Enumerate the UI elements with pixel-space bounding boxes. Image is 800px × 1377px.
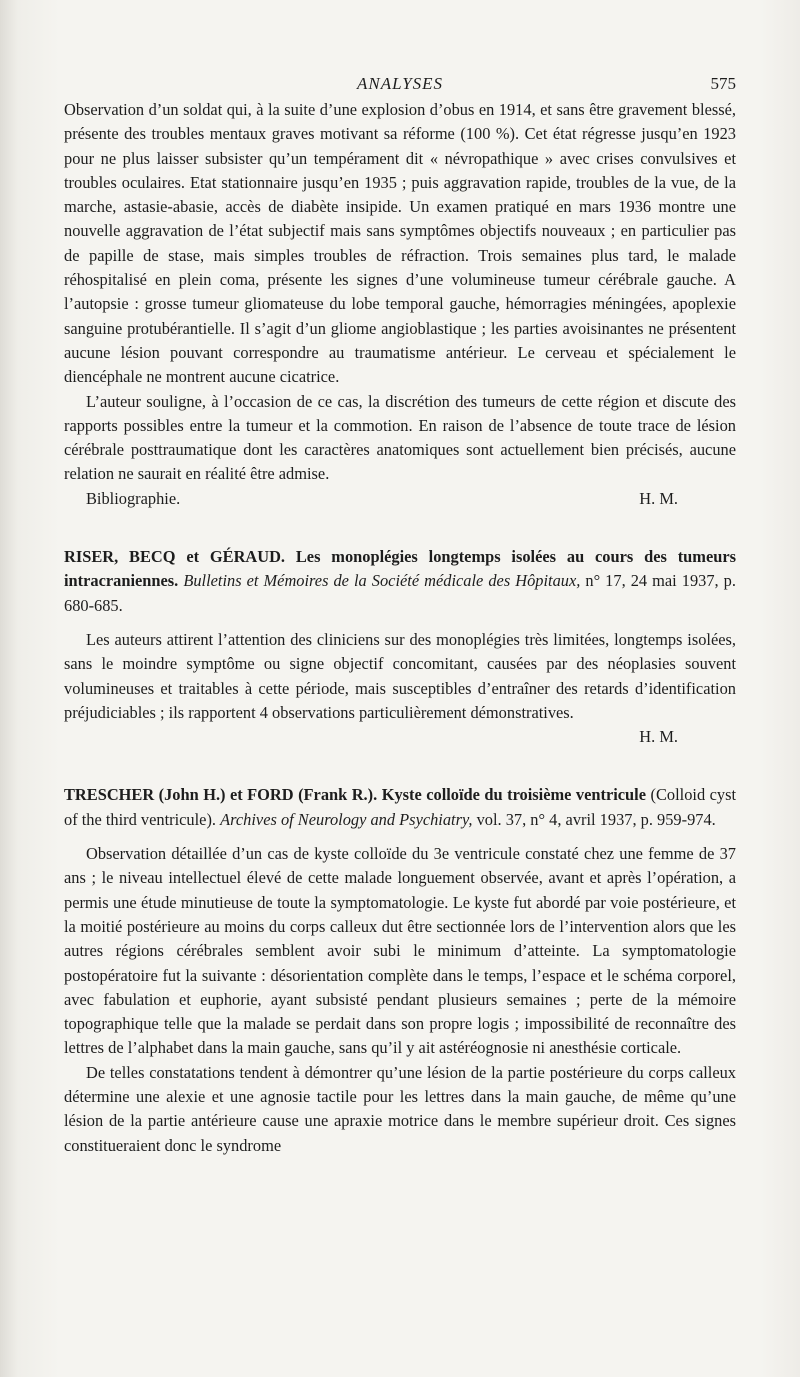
abstract2-body: [64, 628, 736, 725]
abstract1-paragraph-2: L’auteur souligne, à l’occasion de ce cas, la discrétion des tumeurs de cette région et discute des rapports possibles entre la tumeur et la commotion. En raison de l’absence de toute trace de lésion cérébrale posttraumatique dont les caractères anatomiques sont actuellement bien précisés, aucune relation ne saurait en réalité être admise.: [64, 391, 736, 484]
abstract2-reference: [64, 545, 736, 618]
abstract3-reference: [64, 783, 736, 832]
abstract3-paragraph-1: Observation détaillée d’un cas de kyste colloïde du 3e ventricule constaté chez une femme de 37 ans ; le niveau intellectuel élevé de cette malade longuement observée, avant et après l’opération, a permis une étude minutieuse de toute la symptomatologie. Le kyste fut abordé par voie postérieure, et la moitié postérieure au moins du corps calleux dut être sectionnée lors de l’intervention alors que les autres régions cérébrales semblent avoir subi le minimum d’atteinte. La symptomatologie postopératoire fut la suivante : désorientation complète dans le temps, l’espace et le schéma corporel, avec fabulation et euphorie, ayant subsisté pendant plusieurs semaines ; perte de la mémoire topographique telle que la malade se perdait dans son propre logis ; impossibilité de reconnaître des lettres de l’alphabet dans la main gauche, sans qu’il y ait astéréognosie ni anesthésie corticale.: [64, 844, 736, 1058]
abstract3-details: vol. 37, n° 4, avril 1937, p. 959-974.: [476, 809, 716, 829]
abstract2-signature: H. M.: [639, 727, 678, 747]
abstract2-signature-line: [64, 725, 736, 749]
bibliography-label: Bibliographie.: [86, 488, 181, 508]
abstract1-signature-line: [64, 487, 736, 511]
abstract3-paragraph-2: De telles constatations tendent à démontrer qu’une lésion de la partie postérieure du corps calleux détermine une alexie et une agnosie tactile pour les lettres dans la main gauche, de même qu’une lésion de la partie antérieure cause une apraxie motrice dans le membre supérieur droit. Ces signes constitueraient donc le syndrome: [64, 1062, 736, 1155]
page-body: [64, 98, 736, 1158]
separator: [64, 749, 736, 783]
abstract2-title: Les monoplégies longtemps isolées au cours des tumeurs intracraniennes.: [64, 547, 736, 591]
running-title: ANALYSES: [356, 74, 444, 93]
page-number: 575: [710, 74, 736, 93]
separator: [64, 511, 736, 545]
abstract2-details: n° 17, 24 mai 1937, p. 680-685.: [64, 571, 736, 615]
abstract2-journal: Bulletins et Mémoires de la Société médicale des Hôpitaux,: [183, 571, 581, 591]
abstract3-title: Kyste colloïde du troisième ventricule: [381, 785, 647, 805]
abstract3-subtitle: (Colloid cyst of the third ventricule).: [64, 785, 737, 829]
abstract2-authors: RISER, BECQ et GÉRAUD.: [64, 547, 286, 567]
abstract2-body-text: Les auteurs attirent l’attention des cliniciens sur des monoplégies très limitées, longtemps isolées, sans le moindre symptôme ou signe objectif concomitant, causées par des néoplasies souvent volumineuses et traitables à cette période, mais susceptibles d’entraîner des retards d’identification préjudiciables ; ils rapportent 4 observations particulièrement démonstratives.: [64, 629, 736, 722]
abstract3-journal: Archives of Neurology and Psychiatry,: [220, 809, 473, 829]
abstract3-authors: TRESCHER (John H.) et FORD (Frank R.).: [64, 785, 378, 805]
page-header: [64, 70, 736, 98]
abstract1-paragraph-1: Observation d’un soldat qui, à la suite d’une explosion d’obus en 1914, et sans être gravement blessé, présente des troubles mentaux graves motivant sa réforme (100 %). Cet état régresse jusqu’en 1923 pour ne plus laisser subsister qu’un tempérament dit « névropathique » avec crises convulsives et troubles oculaires. Etat stationnaire jusqu’en 1935 ; puis aggravation rapide, troubles de la vue, de la marche, astasie-abasie, accès de diabète insipide. Un examen pratiqué en mars 1936 montre une nouvelle aggravation de l’état subjectif mais sans symptômes objectifs nouveaux ; en particulier pas de papille de stase, mais simples troubles de réfraction. Trois semaines plus tard, le malade réhospitalisé en plein coma, présente les signes d’une volumineuse tumeur cérébrale gauche. A l’autopsie : grosse tumeur gliomateuse du lobe temporal gauche, hémorragies méningées, apoplexie sanguine protubérantielle. Il s’agit d’un gliome angioblastique ; les parties avoisinantes ne présentent aucune lésion pouvant correspondre au traumatisme antérieur. Le cerveau et spécialement le diencéphale ne montrent aucune cicatrice.: [64, 100, 736, 387]
abstract1-signature: H. M.: [639, 488, 678, 508]
